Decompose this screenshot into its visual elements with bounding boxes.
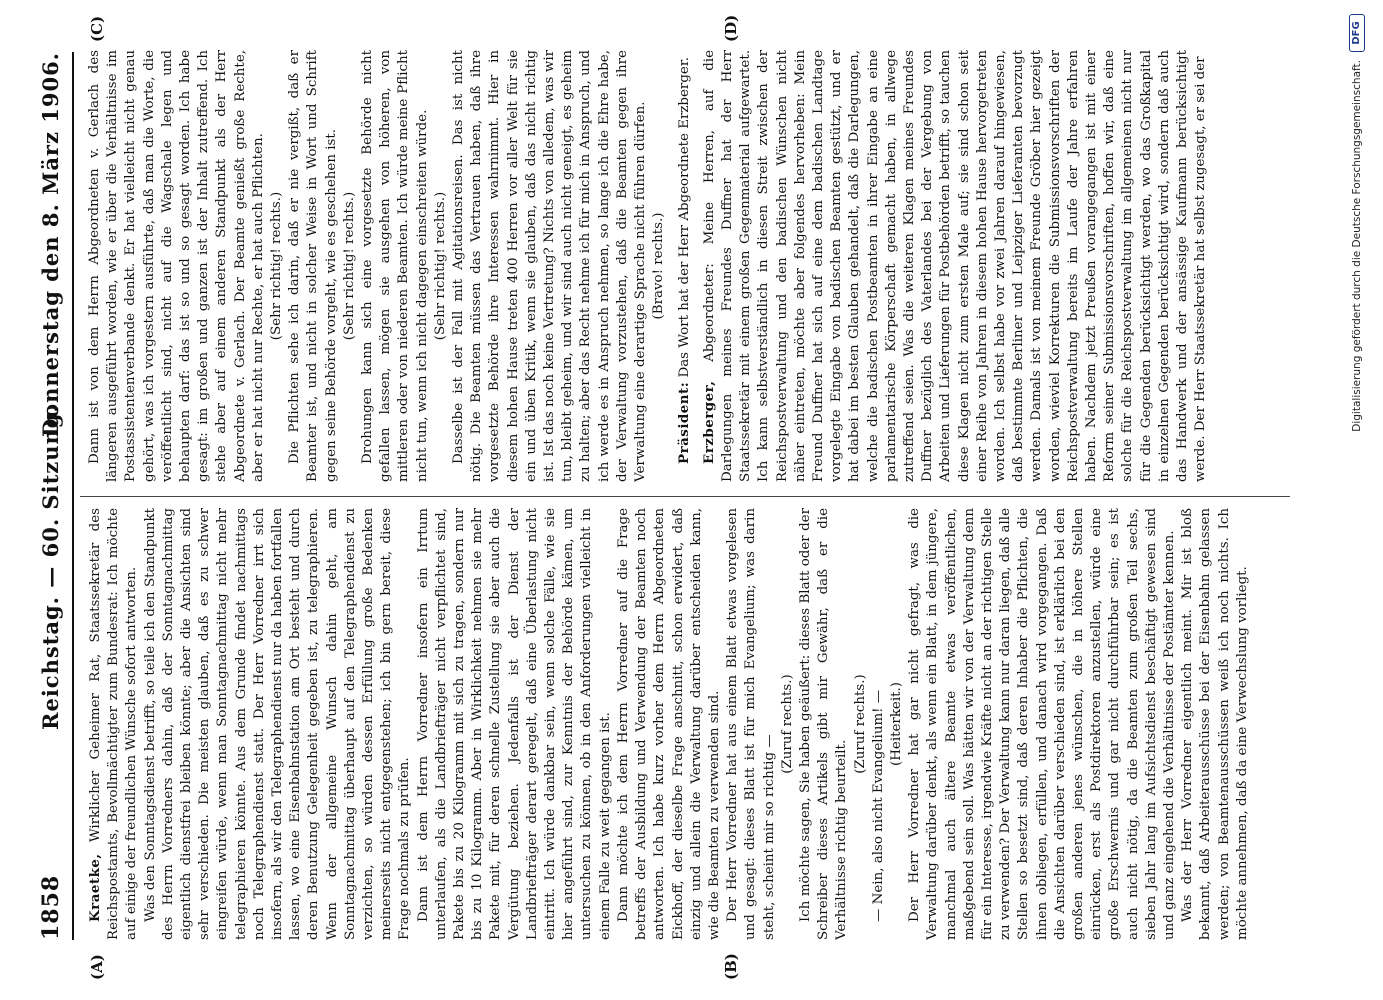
interjection: (Zuruf rechts.) <box>852 674 868 774</box>
speech-paragraph: Dann ist dem Herrn Vorredner insofern ein Irrtum unterlaufen, als die Landbriefträger nicht verpflichtet sind, Pakete bis zu 20 Kilogramm mit sich zu tragen, sondern nur bis zu 10 Kilogramm. Aber in Wirklichkeit nehmen sie mehr Pakete mit, für deren schnelle Zustellung sie aber auch die Vergütung beziehen. Jedenfalls ist der Dienst der Landbriefträger derart geregelt, daß eine Überlastung nicht eintritt. Ich würde dankbar sein, wenn solche Fälle, wie sie hier angeführt sind, zur Kenntnis der Behörde kämen, um untersuchen zu können, ob in den Anforderungen vielleicht in einem Falle zu weit gegangen ist. <box>415 508 613 940</box>
speech-paragraph: Dasselbe ist der Fall mit Agitationsreisen. Das ist nicht nötig. Die Beamten müssen das Vertrauen haben, daß ihre vorgesetzte Behörde ihre Interessen wahrnimmt. Hier in diesem hohen Hause treten 400 Herren vor aller Welt für sie ein und üben Kritik, wenn sie glauben, daß das nicht richtig ist. Ist das noch keine Vertretung? Nichts von alledem, was wir tun, bleibt geheim, und wir sind auch nicht geneigt, es geheim zu halten; aber das Recht nehme ich für mich in Anspruch, und ich werde es in Anspruch nehmen, so lange ich die Ehre habe, der Verwaltung vorzustehen, daß die Beamten gegen ihre Verwaltung eine derartige Sprache nicht führen dürfen. <box>451 50 649 482</box>
running-title: Reichstag. — 60. Sitzung. <box>38 404 63 730</box>
speech-paragraph: — Nein, also nicht Evangelium! — <box>870 689 886 922</box>
interjection: (Heiterkeit.) <box>888 682 904 766</box>
column-rule <box>80 496 1290 497</box>
speech-paragraph: Drohungen kann sich eine vorgesetzte Behörde nicht gefallen lassen, mögen sie ausgehen von höheren, von mittleren oder von niederen Beamten. Ich würde meine Pflicht nicht tun, wenn ich nicht dagegen einschreiten würde. <box>360 50 430 482</box>
page-number: 1858 <box>38 874 64 940</box>
interjection: (Sehr richtig! rechts.) <box>341 191 357 341</box>
margin-marker-d: (D) <box>722 14 740 42</box>
interjection: (Sehr richtig! rechts.) <box>269 191 285 341</box>
session-date: Donnerstag den 8. März 1906. <box>38 52 63 438</box>
margin-marker-a: (A) <box>88 954 106 980</box>
speech-paragraph: Kraetke, Wirklicher Geheimer Rat, Staatssekretär des Reichspostamts, Bevollmächtigter zum Bundesrat: Ich möchte auf einige der freundlichen Wünsche sofort antworten. <box>87 508 140 940</box>
speech-paragraph: Präsident: Das Wort hat der Herr Abgeordnete Erzberger. <box>675 56 692 464</box>
speech-paragraph: Ich möchte sagen, Sie haben geäußert: dieses Blatt oder der Schreiber dieses Artikels gibt mir Gewähr, daß er die Verhältnisse richtig beurteilt. <box>797 508 850 940</box>
credit-text: Digitalisierung gefördert durch die Deutsche Forschungsgemeinschaft. <box>1351 60 1363 432</box>
speech-paragraph: Die Pflichten sehe ich darin, daß er nie vergißt, daß er Beamter ist, und nicht in solcher Weise in Wort und Schrift gegen seine Behörde vorgeht, wie es geschehen ist. <box>287 50 339 482</box>
interjection: (Zuruf rechts.) <box>779 674 795 774</box>
speech-paragraph: Der Herr Vorredner hat gar nicht gefragt, was die Verwaltung darüber denkt, als wenn ein Blatt, in dem jüngere, manchmal auch ältere Beamte etwas veröffentlichen, maßgebend sein soll. Was hätten wir von der Verwaltung denn für ein Interesse, irgendwie Kräfte nicht an der richtigen Stelle zu verwenden? Der Verwaltung kann nur daran liegen, daß alle Stellen so besetzt sind, daß deren Inhaber die Pflichten, die ihnen obliegen, erfüllen, und danach wird vorgegangen. Daß die Ansichten darüber verschieden sind, ist erklärlich bei den großen anderen jenes wünschen, die in höhere Stellen einrücken, erst als Postdirektoren anzustellen, würde eine große Erschwernis und gar nicht durchführbar sein; es ist auch nicht nötig, da die Beamten zum großen Teil sechs, sieben Jahr lang im Aufsichtsdienst beschäftigt gewesen sind und ganz eingehend die Verhältnisse der Postämter kennen. <box>907 508 1177 940</box>
speech-paragraph: Was der Herr Vorredner eigentlich meint. Mir ist bloß bekannt, daß Arbeiterausschüsse bei der Eisenbahn gelassen werden; von Beamtenausschüssen weiß ich noch nichts. Ich möchte annehmen, daß da eine Verwechslung vorliegt. <box>1180 508 1250 940</box>
interjection: (Bravo! rechts.) <box>651 212 667 320</box>
speech-paragraph: Der Herr Vorredner hat aus einem Blatt etwas vorgelesen und gesagt: dieses Blatt ist für mich Evangelium; was darin steht, scheint mir so richtig — <box>725 508 777 940</box>
speech-paragraph: Erzberger, Abgeordneter: Meine Herren, auf die Darlegungen meines Freundes Duffner hat der Herr Staatssekretär mit einem großen Gegenmaterial aufgewartet. Ich kann selbstverständlich in diesen Streit zwischen der Reichspostverwaltung und den badischen Wünschen nicht näher eintreten, möchte aber folgendes hervorheben: Mein Freund Duffner hat sich auf eine dem badischen Landtage vorgelegte Eingabe von badischen Beamten gestützt, und er hat dabei im besten Glauben gehandelt, daß die Darlegungen, welche die badischen Postbeamten in ihrer Eingabe an eine parlamentarische Körperschaft gemacht haben, in allwege zutreffend seien. Was die weiteren Klagen meines Freundes Duffner bezüglich des Vaterlandes bei der Vergebung von Arbeiten und Lieferungen für Postbehörden betrifft, so tauchen diese Klagen nicht zum ersten Male auf; sie sind schon seit einer Reihe von Jahren in diesem hohen Hause hervorgetreten worden. Ich selbst habe vor zwei Jahren darauf hingewiesen, daß bestimmte Berliner und Leipziger Lieferanten bevorzugt werden. Damals ist von meinem Freunde Gröber hier gezeigt worden, wieviel Korrekturen die Submissionsvorschriften der Reichspostverwaltung bereits im Laufe der Jahre erfahren haben. Nachdem jetzt Preußen vorangegangen ist mit einer Reform seiner Submissionsvorschriften, hoffen wir, daß eine solche für die Reichspostverwaltung im allgemeinen nicht nur für die Gegenden berücksichtigt werden, wo das Großkapital in einzelnen Gegenden berücksichtigt wird, sondern daß auch das Handwerk und der ansässige Kaufmann berücksichtigt werde. Der Herr Staatssekretär hat selbst zugesagt, er sei der <box>700 50 1209 482</box>
page-header <box>32 52 66 940</box>
right-column <box>86 50 1286 482</box>
dfg-logo: DFG <box>1349 14 1365 52</box>
speech-paragraph: Was den Sonntagsdienst betrifft, so teile ich den Standpunkt des Herrn Vorredners dahin, daß der Sonntagnachmittag eigentlich dienstfrei bleiben könnte; aber die Ansichten sind sehr verschieden. Die meisten glauben, daß es zu schwer eingreifen würde, wenn man Sonntagnachmittag nicht mehr telegraphieren könnte. Aus dem Grunde findet nachmittags noch Telegraphendienst statt. Der Herr Vorredner irrt sich insofern, als wir den Telegraphendienst nur da haben fortfallen lassen, wo eine Eisenbahnstation am Ort besteht und durch deren Benutzung Gelegenheit gegeben ist, zu telegraphieren. Wenn der allgemeine Wunsch dahin geht, am Sonntagnachmittag überhaupt auf den Telegraphendienst zu verzichten, so würden dessen Erfüllung große Bedenken meinerseits nicht entgegenstehen; ich bin gern bereit, diese Frage nochmals zu prüfen. <box>142 508 413 940</box>
left-column <box>86 508 1286 940</box>
speech-paragraph: Dann möchte ich dem Herrn Vorredner auf die Frage betreffs der Ausbildung und Verwendung der Beamten noch antworten. Ich habe kurz vorher dem Herrn Abgeordneten Eickhoff, der dieselbe Frage anschnitt, schon erwidert, daß einzig und allein die Verwaltung darüber entscheiden kann, wie die Beamten zu verwenden sind. <box>615 508 722 940</box>
interjection: (Sehr richtig! rechts.) <box>432 191 448 341</box>
speech-paragraph: Dann ist von dem Herrn Abgeordneten v. Gerlach des längeren ausgeführt worden, wie er über die Verhältnisse im Postassistentenverbande denkt. Er hat vielleicht nicht genau gehört, was ich vorgestern ausführte, daß man die Worte, die veröffentlicht sind, nicht auf die Wagschale legen und behaupten darf: das ist so und so gesagt worden. Ich habe gesagt: im großen und ganzen ist der Inhalt zutreffend. Ich stehe aber auf einem anderen Standpunkt als der Herr Abgeordnete v. Gerlach. Der Beamte genießt große Rechte, aber er hat nicht nur Rechte, er hat auch Pflichten. <box>87 50 266 482</box>
speaker-name: Präsident: <box>675 381 692 464</box>
margin-marker-c: (C) <box>88 15 106 42</box>
speaker-name: Kraetke, <box>87 853 103 922</box>
digitization-credit <box>1345 0 1383 1000</box>
margin-marker-b: (B) <box>722 953 740 980</box>
speaker-name: Erzberger, <box>700 380 717 464</box>
header-rule <box>72 52 74 940</box>
